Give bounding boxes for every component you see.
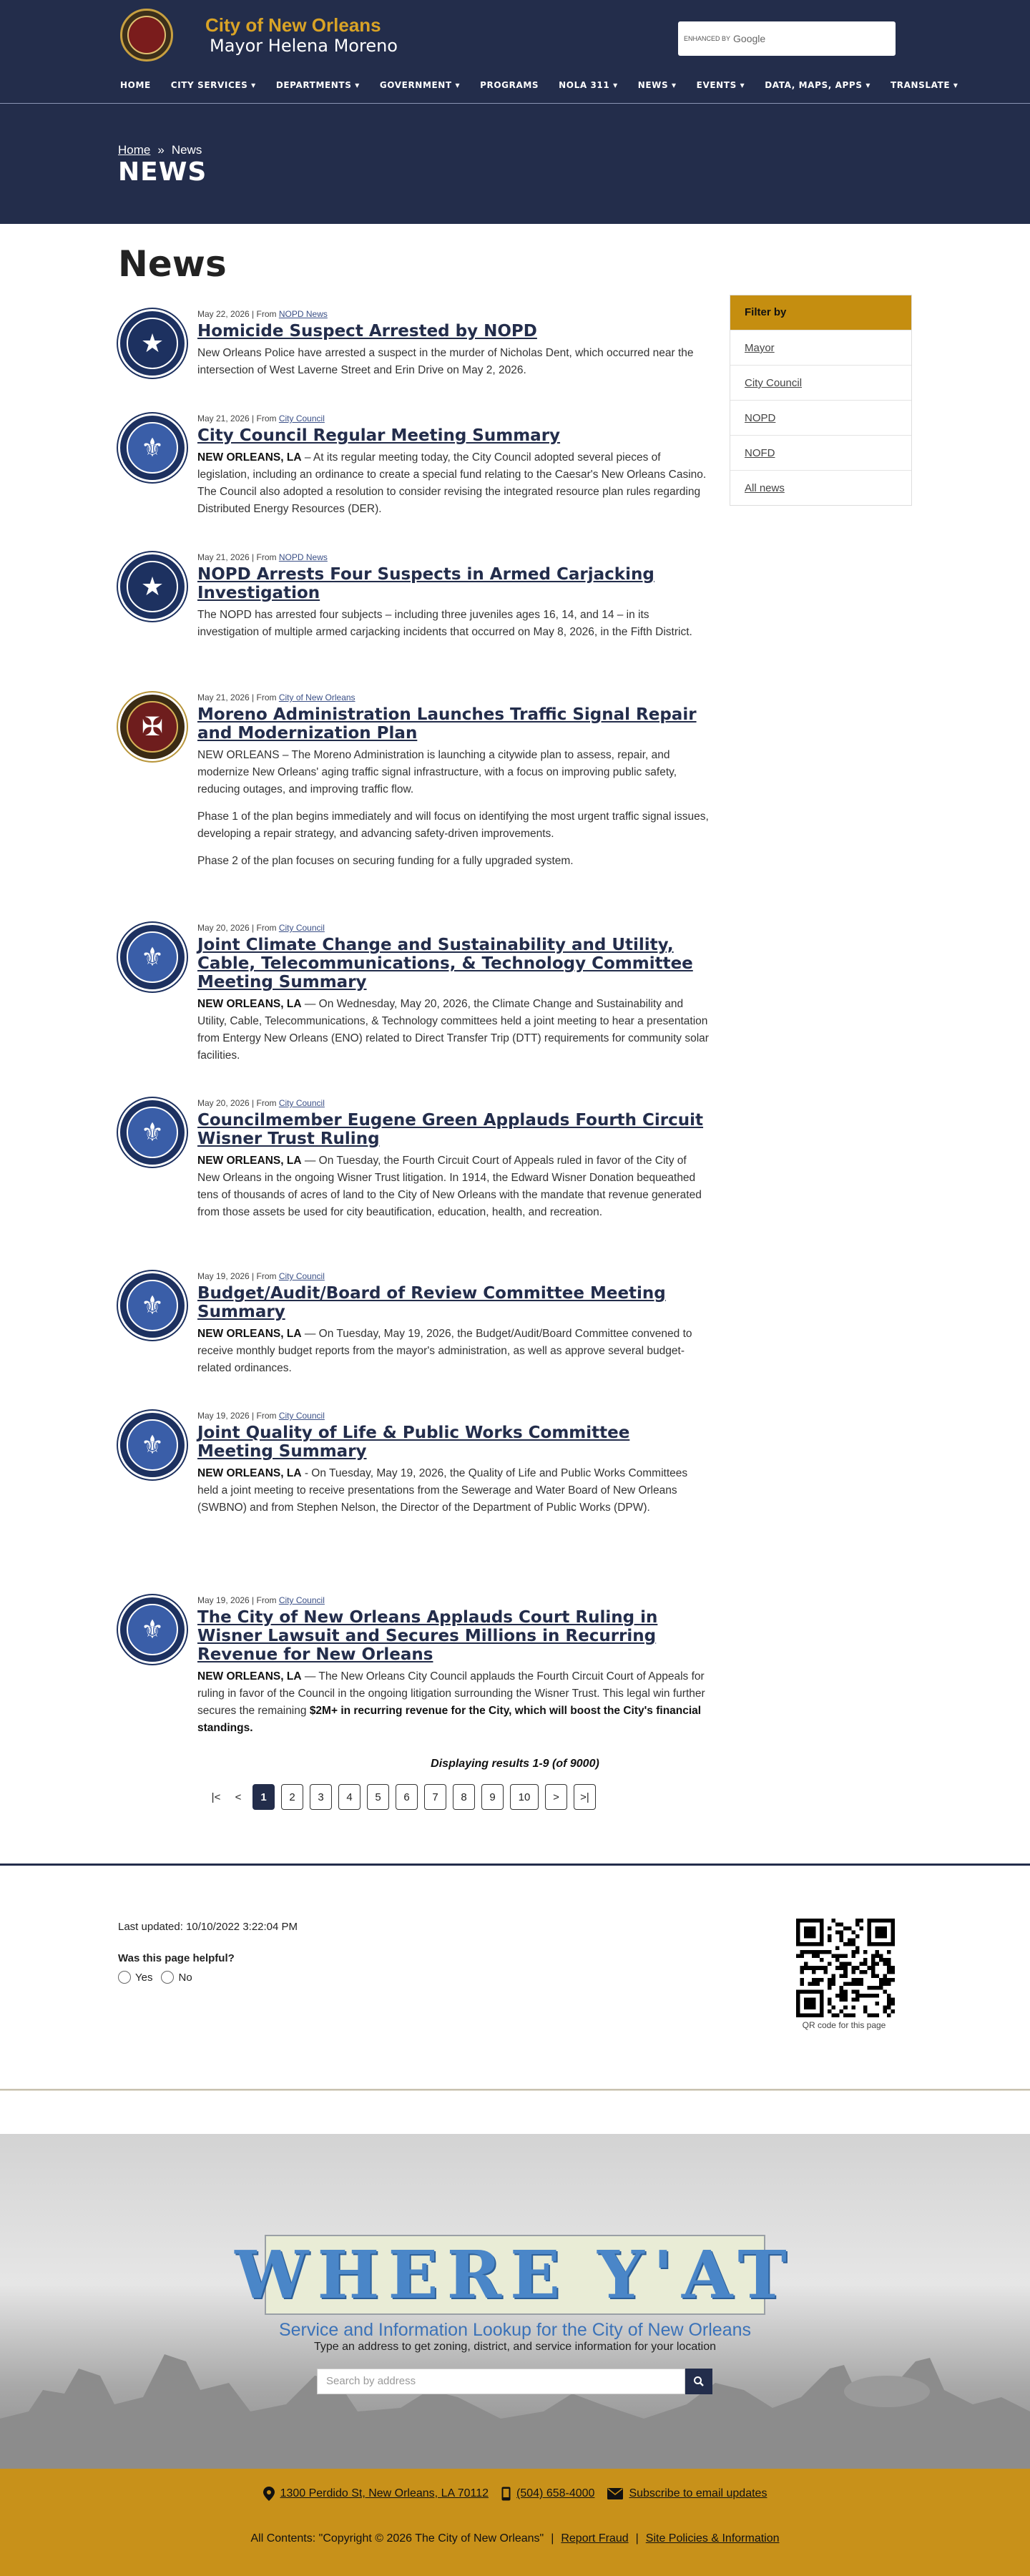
news-date: May 19, 2026 | From: [197, 1595, 279, 1605]
address-search-input[interactable]: Search by address: [317, 2369, 685, 2394]
enhanced-by-label: ENHANCED BY: [684, 35, 731, 42]
breadcrumb-separator: »: [157, 143, 165, 157]
filter-sidebar: [730, 295, 912, 506]
mayor-name: Mayor Helena Moreno: [210, 36, 398, 56]
page-button-2[interactable]: 2: [281, 1784, 303, 1810]
news-source-link[interactable]: City Council: [278, 1098, 325, 1108]
qr-caption: QR code for this page: [802, 2020, 886, 2030]
nav-programs[interactable]: PROGRAMS: [480, 80, 539, 90]
news-date: May 19, 2026 | From: [197, 1411, 279, 1421]
news-summary: [197, 345, 711, 379]
news-bold-text: $2M+ in recurring revenue for the City, which will boost the City's financial standings.: [197, 1705, 702, 1734]
filter-nofd[interactable]: NOFD: [730, 435, 911, 470]
footer-address-link[interactable]: [263, 2487, 489, 2501]
news-date: May 21, 2026 | From: [197, 413, 279, 423]
where-yat-word: Y'AT: [597, 2236, 795, 2313]
news-paragraph: Phase 2 of the plan focuses on securing funding for a fully upgraded system.: [197, 855, 574, 867]
news-source-link[interactable]: City Council: [278, 1411, 325, 1421]
news-meta: [197, 1411, 711, 1421]
nav-departments[interactable]: DEPARTMENTS ▾: [275, 80, 360, 90]
copyright-text: All Contents: "Copyright © 2026 The City of New Orleans": [250, 2532, 544, 2545]
news-date: May 21, 2026 | From: [197, 692, 279, 702]
breadcrumb: [118, 143, 202, 157]
page-button-3[interactable]: 3: [310, 1784, 332, 1810]
news-meta: [197, 309, 711, 319]
news-meta: [197, 552, 711, 562]
breadcrumb-home-link[interactable]: Home: [118, 143, 151, 157]
radio-circle-icon[interactable]: [161, 1971, 174, 1984]
map-pin-icon: [263, 2487, 275, 2501]
news-lead: NEW ORLEANS, LA: [197, 1467, 302, 1479]
page-button-9[interactable]: 9: [481, 1784, 504, 1810]
footer-email-link[interactable]: [607, 2487, 767, 2500]
site-footer: [0, 2469, 1030, 2576]
city-council-seal-icon[interactable]: ⚜: [118, 1411, 187, 1479]
news-title-link[interactable]: The City of New Orleans Applauds Court Ruling in Wisner Lawsuit and Secures Millions in Recurring Revenue for New Orleans: [197, 1608, 658, 1664]
nopd-star-icon[interactable]: ★: [118, 309, 187, 378]
helpful-options: [118, 1971, 192, 1984]
footer-contact: [0, 2487, 1030, 2501]
news-meta: [197, 692, 711, 702]
nav-city-services[interactable]: CITY SERVICES ▾: [170, 80, 256, 90]
where-yat-word: WHERE: [235, 2236, 569, 2313]
filter-nopd[interactable]: NOPD: [730, 400, 911, 435]
google-logo: Google: [733, 33, 766, 44]
site-title[interactable]: City of New Orleans: [205, 14, 381, 36]
next-page-button[interactable]: >: [545, 1784, 567, 1810]
news-source-link[interactable]: NOPD News: [278, 552, 328, 562]
footer-phone-link[interactable]: [501, 2487, 594, 2501]
news-title-link[interactable]: NOPD Arrests Four Suspects in Armed Carjacking Investigation: [197, 565, 654, 602]
news-summary: [197, 607, 711, 641]
prev-page-button[interactable]: <: [230, 1784, 246, 1810]
news-text: — On Tuesday, the Fourth Circuit Court of Appeals ruled in favor of the City of New Orleans in the ongoing Wisner Trust litigation. In 1914, the Edward Wisner Donation bequeathed tens of thousands of acres of land to the City of New Orleans with the mandate that revenue generated from those assets be used for city beautification, education, health, and recreation.: [197, 1155, 702, 1218]
google-translate-search[interactable]: [678, 21, 896, 56]
news-lead: NEW ORLEANS, LA: [197, 1328, 302, 1340]
news-meta: [197, 1098, 711, 1108]
news-source-link[interactable]: City Council: [278, 1595, 325, 1605]
news-title-link[interactable]: City Council Regular Meeting Summary: [197, 426, 561, 445]
where-yat-logo: [235, 2235, 795, 2315]
nopd-star-icon[interactable]: ★: [118, 552, 187, 621]
first-page-button[interactable]: |<: [208, 1784, 224, 1810]
copyright-line: [0, 2532, 1030, 2545]
pipe-separator: |: [635, 2532, 639, 2545]
nav-data-maps-apps[interactable]: DATA, MAPS, APPS ▾: [765, 80, 870, 90]
news-lead: NEW ORLEANS, LA: [197, 451, 302, 464]
page-button-5[interactable]: 5: [367, 1784, 389, 1810]
news-title-link[interactable]: Joint Quality of Life & Public Works Committee Meeting Summary: [197, 1424, 630, 1461]
filter-heading: Filter by: [730, 295, 911, 330]
city-council-seal-icon[interactable]: ⚜: [118, 1595, 187, 1664]
news-text: New Orleans Police have arrested a suspect in the murder of Nicholas Dent, which occurred near the intersection of West Laverne Street and Erin Drive on May 2, 2026.: [197, 347, 694, 376]
nav-news[interactable]: NEWS ▾: [637, 80, 677, 90]
banner-title: NEWS: [118, 157, 207, 187]
page-button-10[interactable]: 10: [510, 1784, 539, 1810]
news-date: May 22, 2026 | From: [197, 309, 279, 319]
where-yat-subtitle: Service and Information Lookup for the City of New Orleans: [278, 2320, 752, 2340]
last-page-button[interactable]: >|: [574, 1784, 596, 1810]
last-updated: Last updated: 10/10/2022 3:22:04 PM: [118, 1921, 298, 1933]
news-lead: NEW ORLEANS, LA: [197, 1670, 302, 1683]
city-council-seal-icon[interactable]: ⚜: [118, 923, 187, 991]
news-title-link[interactable]: Budget/Audit/Board of Review Committee Meeting Summary: [197, 1284, 666, 1321]
helpful-yes-radio[interactable]: [118, 1971, 152, 1984]
search-icon: [693, 2376, 705, 2387]
city-seal-icon[interactable]: ✠: [118, 692, 187, 761]
news-source-link[interactable]: City Council: [278, 923, 325, 933]
news-lead: NEW ORLEANS, LA: [197, 1155, 302, 1167]
news-title-link[interactable]: Homicide Suspect Arrested by NOPD: [197, 322, 537, 341]
qr-code-icon: [796, 1919, 895, 2017]
page-button-8[interactable]: 8: [453, 1784, 475, 1810]
helpful-no-radio[interactable]: [161, 1971, 192, 1984]
where-yat-hint: Type an address to get zoning, district, and service information for your location: [313, 2341, 717, 2353]
main-navigation: [120, 80, 978, 90]
news-summary: [197, 449, 711, 518]
news-paragraph: Phase 1 of the plan begins immediately and will focus on identifying the most urgent traffic signal issues, developing a repair strategy, and advancing safety-driven improvements.: [197, 810, 709, 840]
news-meta: [197, 1595, 711, 1605]
page-button-1[interactable]: 1: [252, 1784, 275, 1810]
envelope-icon: [607, 2488, 623, 2499]
news-date: May 21, 2026 | From: [197, 552, 279, 562]
news-text: – At its regular meeting today, the City Council adopted several pieces of legislation, including an ordinance to create a special fund relating to the Caesar's New Orleans Casino. The Council also adopted a resolution to consider revising the integrated resource plan rules regarding Distributed Energy Resources (DER).: [197, 451, 707, 515]
news-title-link[interactable]: Councilmember Eugene Green Applauds Fourth Circuit Wisner Trust Ruling: [197, 1111, 704, 1148]
news-text: - On Tuesday, May 19, 2026, the Quality of Life and Public Works Committees held a joint meeting to receive presentations from the Sewerage and Water Board of New Orleans (SWBNO) and from Stephen Nelson, the Director of the Department of Public Works (DPW).: [197, 1467, 688, 1514]
results-count: Displaying results 1-9 (of 9000): [431, 1758, 599, 1770]
news-source-link[interactable]: NOPD News: [278, 309, 328, 319]
page-title: News: [118, 243, 227, 285]
content-divider: [0, 1864, 1030, 1866]
news-paragraph: NEW ORLEANS – The Moreno Administration is launching a citywide plan to assess, repair, and modernize New Orleans' aging traffic signal infrastructure, with a focus on improving public safety, reducing outages, and improving traffic flow.: [197, 749, 677, 795]
city-seal-logo[interactable]: [120, 9, 173, 62]
news-meta: [197, 1271, 711, 1281]
news-date: May 20, 2026 | From: [197, 1098, 279, 1108]
nav-home[interactable]: HOME: [120, 80, 151, 90]
news-source-link[interactable]: City Council: [278, 1271, 325, 1281]
news-date: May 20, 2026 | From: [197, 923, 279, 933]
page-button-7[interactable]: 7: [424, 1784, 446, 1810]
footer-phone[interactable]: (504) 658-4000: [516, 2487, 595, 2499]
news-source-link[interactable]: City of New Orleans: [278, 692, 355, 702]
radio-circle-icon[interactable]: [118, 1971, 131, 1984]
news-meta: [197, 413, 711, 423]
news-text: — On Tuesday, May 19, 2026, the Budget/Audit/Board Committee convened to receive monthly budget reports from the mayor's administration, as well as approve several budget-related ordinances.: [197, 1328, 692, 1374]
pagination: [208, 1784, 596, 1810]
breadcrumb-current: News: [171, 143, 202, 157]
news-lead: NEW ORLEANS, LA: [197, 998, 302, 1010]
radio-label: Yes: [135, 1971, 153, 1984]
city-council-seal-icon[interactable]: ⚜: [118, 1098, 187, 1167]
footer-address[interactable]: 1300 Perdido St, New Orleans, LA 70112: [280, 2487, 489, 2499]
news-meta: [197, 923, 711, 933]
news-title-link[interactable]: Moreno Administration Launches Traffic Signal Repair and Modernization Plan: [197, 705, 697, 743]
nav-nola-311[interactable]: NOLA 311 ▾: [559, 80, 618, 90]
city-council-seal-icon[interactable]: ⚜: [118, 1271, 187, 1340]
page-button-4[interactable]: 4: [338, 1784, 360, 1810]
section-shadow: [0, 2089, 1030, 2091]
report-fraud-link[interactable]: Report Fraud: [561, 2532, 629, 2545]
filter-mayor[interactable]: Mayor: [730, 330, 911, 365]
helpful-question: Was this page helpful?: [118, 1952, 235, 1964]
address-search-button[interactable]: [685, 2369, 712, 2394]
pipe-separator: |: [551, 2532, 554, 2545]
news-summary: [197, 1326, 711, 1377]
nav-events[interactable]: EVENTS ▾: [696, 80, 745, 90]
news-text: The NOPD has arrested four subjects – including three juveniles ages 16, 14, and 14 – in its investigation of multiple armed carjacking incidents that occurred on May 8, 2026, in the Fifth District.: [197, 609, 692, 638]
radio-label: No: [178, 1971, 192, 1984]
nav-translate[interactable]: TRANSLATE ▾: [890, 80, 958, 90]
site-policies-link[interactable]: Site Policies & Information: [645, 2532, 780, 2545]
page-button-6[interactable]: 6: [396, 1784, 418, 1810]
news-summary: [197, 1465, 711, 1517]
news-text: — The New Orleans City Council applauds the Fourth Circuit Court of Appeals for ruling in favor of the Council in the ongoing litigation surrounding the Wisner Trust. This legal win further secures the remaining: [197, 1670, 705, 1717]
city-council-seal-icon[interactable]: ⚜: [118, 413, 187, 482]
news-summary: [197, 1668, 711, 1737]
footer-email[interactable]: Subscribe to email updates: [629, 2487, 767, 2499]
news-source-link[interactable]: City Council: [278, 413, 325, 423]
news-summary: [197, 996, 711, 1064]
news-title-link[interactable]: Joint Climate Change and Sustainability and Utility, Cable, Telecommunications, & Technology Committee Meeting Summary: [197, 936, 693, 991]
filter-all-news[interactable]: All news: [730, 470, 911, 505]
nav-government[interactable]: GOVERNMENT ▾: [379, 80, 461, 90]
mobile-phone-icon: [501, 2487, 511, 2501]
news-date: May 19, 2026 | From: [197, 1271, 279, 1281]
filter-city-council[interactable]: City Council: [730, 365, 911, 400]
news-summary: [197, 1152, 711, 1221]
news-text: — On Wednesday, May 20, 2026, the Climate Change and Sustainability and Utility, Cable, Telecommunications, & Technology committees held a joint meeting to hear a presentation from Entergy New Orleans (ENO) related to Direct Transfer Trip (DTT) requirements for community solar facilities.: [197, 998, 709, 1062]
